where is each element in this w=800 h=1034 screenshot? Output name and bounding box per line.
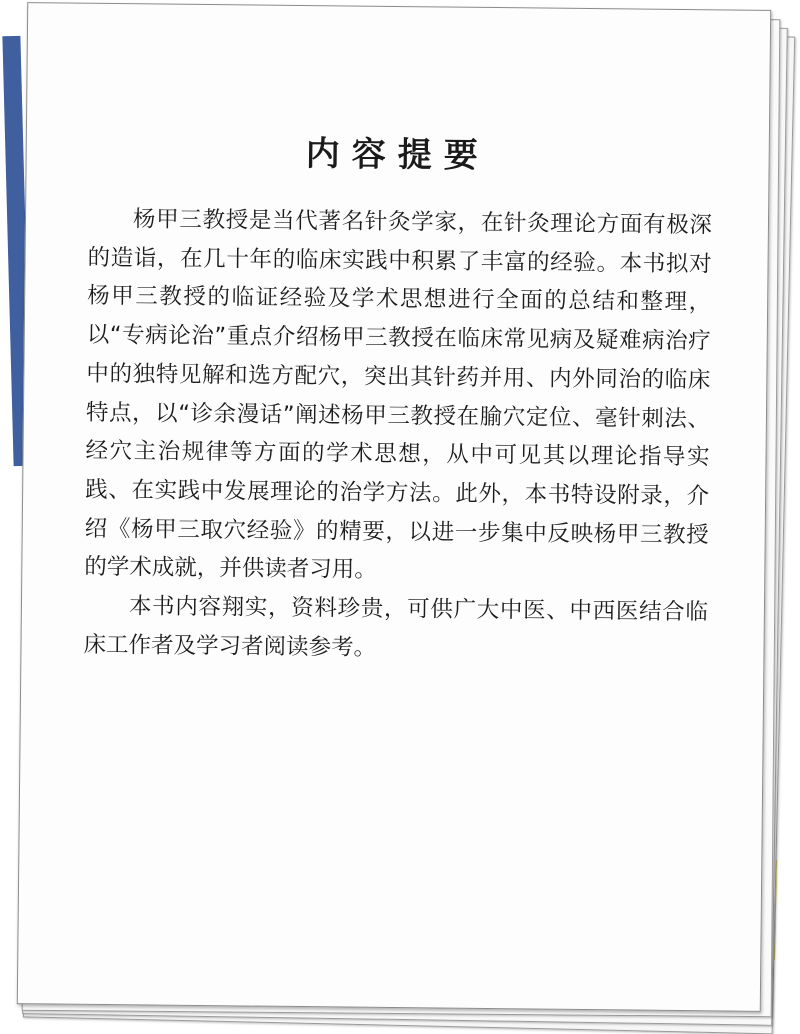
- paragraph-audience: 本书内容翔实，资料珍贵，可供广大中医、中西医结合临床工作者及学习者阅读参考。: [83, 593, 709, 661]
- paragraph-summary: 杨甲三教授是当代著名针灸学家，在针灸理论方面有极深的造诣，在几十年的临床实践中积累了丰富的经验。本书拟对杨甲三教授的临证经验及学术思想进行全面的总结和整理，以“专病论治”重点介绍杨甲三教授在临床常见病及疑难病治疗中的独特见解和选方配穴，突出其针药并用、内外同治的临床特点，以“诊余漫话”阐述杨甲三教授在腧穴定位、毫针刺法、经穴主治规律等方面的学术思想，从中可见其以理论指导实践、在实践中发展理论的治学方法。此外，本书特设附录，介绍《杨甲三取穴经验》的精要，以进一步集中反映杨甲三教授的学术成就，并供读者习用。: [84, 206, 713, 584]
- page-title: 内容提要: [305, 134, 490, 176]
- document-page: [17, 2, 771, 1012]
- document-body: [83, 200, 712, 671]
